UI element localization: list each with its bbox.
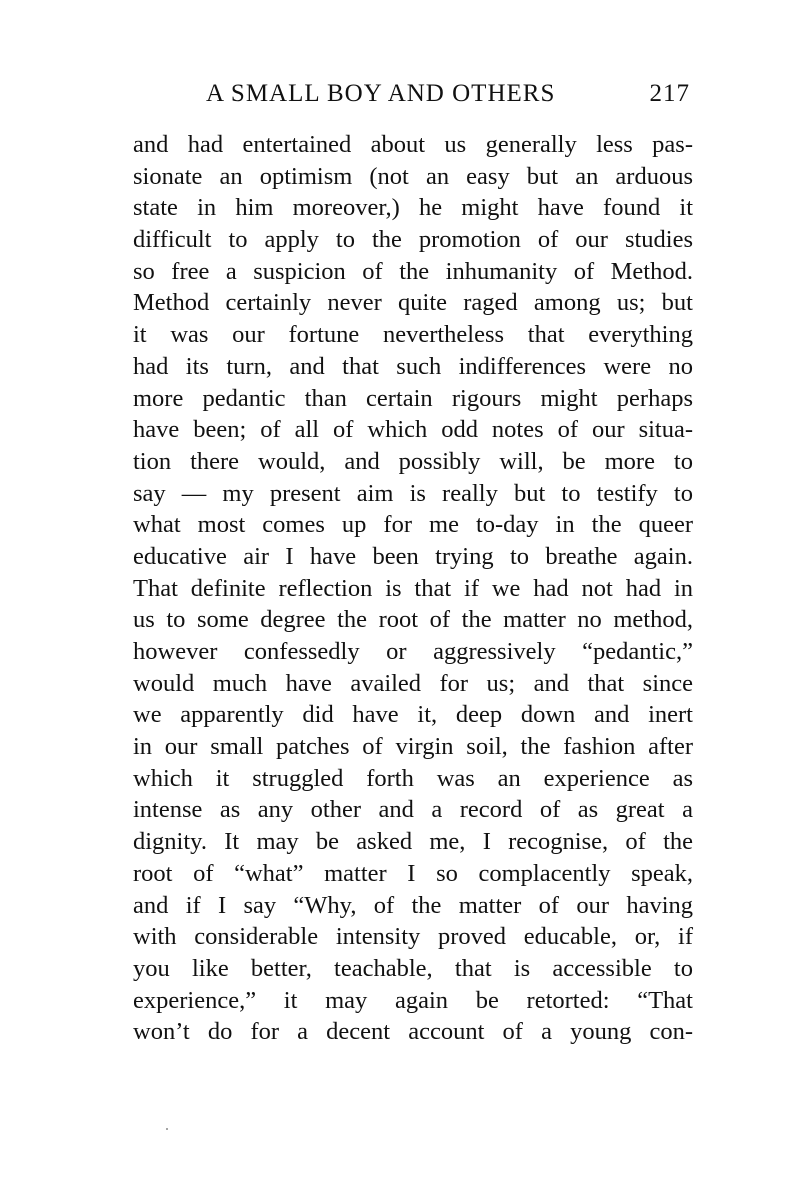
text-line: won’t do for a decent account of a young con-	[133, 1018, 693, 1046]
text-line: had its turn, and that such indifferences were no	[133, 352, 693, 380]
text-line: you like better, teachable, that is accessible to	[133, 954, 693, 982]
body-text	[133, 129, 693, 1048]
running-header	[206, 80, 694, 114]
running-title: A SMALL BOY AND OTHERS	[206, 80, 556, 107]
text-line: experience,” it may again be retorted: “That	[133, 986, 693, 1014]
text-line: Method certainly never quite raged among us; but	[133, 289, 693, 317]
text-line: and if I say “Why, of the matter of our having	[133, 891, 693, 919]
text-line: difficult to apply to the promotion of our studies	[133, 226, 693, 254]
text-line: what most comes up for me to-day in the queer	[133, 511, 693, 539]
scan-speck	[166, 1128, 168, 1130]
text-line: say — my present aim is really but to testify to	[133, 479, 693, 507]
text-line: so free a suspicion of the inhumanity of Method.	[133, 257, 693, 285]
text-line: tion there would, and possibly will, be more to	[133, 447, 693, 475]
text-line: more pedantic than certain rigours might perhaps	[133, 384, 693, 412]
text-line: in our small patches of virgin soil, the fashion after	[133, 733, 693, 761]
text-line: state in him moreover,) he might have found it	[133, 194, 693, 222]
text-line: dignity. It may be asked me, I recognise, of the	[133, 828, 693, 856]
text-line: educative air I have been trying to breathe again.	[133, 542, 693, 570]
text-line: with considerable intensity proved educable, or, if	[133, 923, 693, 951]
text-line: intense as any other and a record of as great a	[133, 796, 693, 824]
text-line: sionate an optimism (not an easy but an arduous	[133, 162, 693, 190]
text-line: root of “what” matter I so complacently speak,	[133, 859, 693, 887]
text-line: we apparently did have it, deep down and inert	[133, 701, 693, 729]
text-line: would much have availed for us; and that since	[133, 669, 693, 697]
text-line: That definite reflection is that if we had not had in	[133, 574, 693, 602]
text-line: it was our fortune nevertheless that everything	[133, 321, 693, 349]
page-number: 217	[649, 80, 690, 107]
text-line: have been; of all of which odd notes of our situa-	[133, 416, 693, 444]
text-line: us to some degree the root of the matter no method,	[133, 606, 693, 634]
text-line: which it struggled forth was an experience as	[133, 764, 693, 792]
text-line: however confessedly or aggressively “pedantic,”	[133, 638, 693, 665]
text-line: and had entertained about us generally less pas-	[133, 131, 693, 158]
